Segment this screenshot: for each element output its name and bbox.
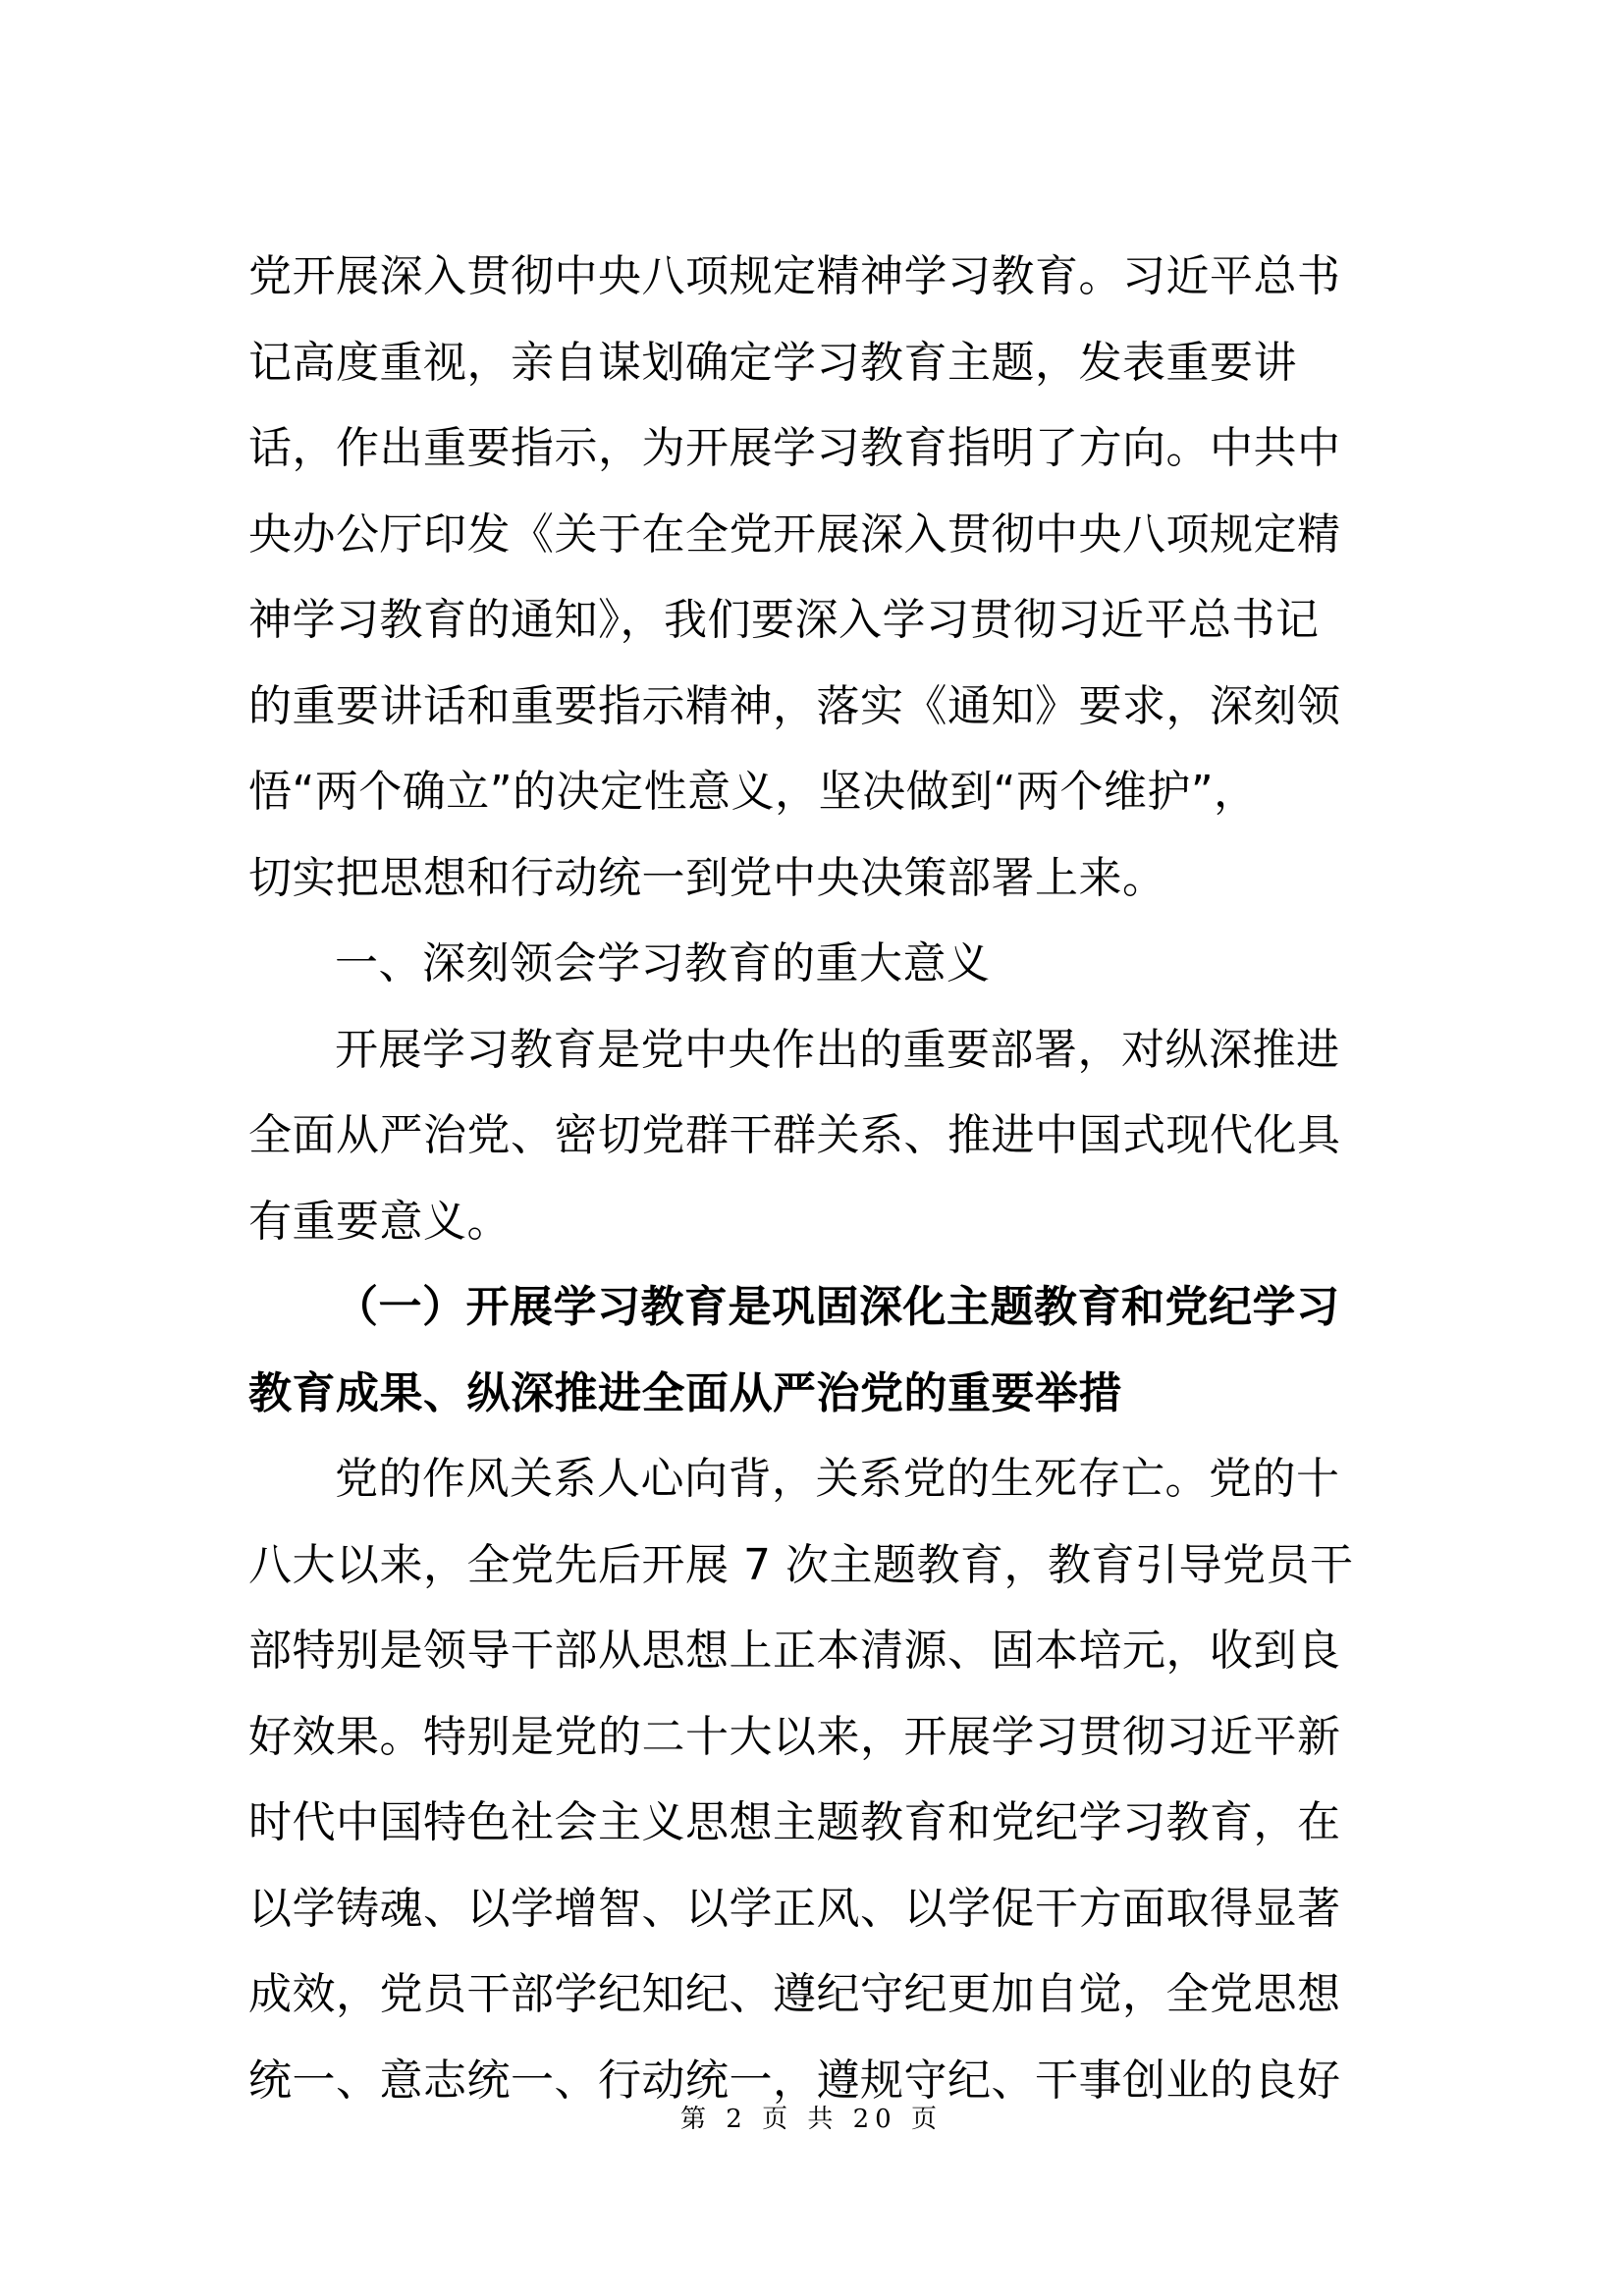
paragraph-line: 记高度重视，亲自谋划确定学习教育主题，发表重要讲 bbox=[248, 337, 1297, 388]
paragraph-line: 党开展深入贯彻中央八项规定精神学习教育。习近平总书 bbox=[248, 251, 1341, 301]
paragraph-line: 党的作风关系人心向背，关系党的生死存亡。党的十 bbox=[335, 1454, 1340, 1504]
paragraph-line: 有重要意义。 bbox=[248, 1196, 511, 1247]
paragraph-line: 八大以来，全党先后开展 7 次主题教育，教育引导党员干 bbox=[248, 1539, 1354, 1590]
paragraph-line: 以学铸魂、以学增智、以学正风、以学促干方面取得显著 bbox=[248, 1883, 1341, 1934]
paragraph-line: 全面从严治党、密切党群干群关系、推进中国式现代化具 bbox=[248, 1110, 1341, 1160]
paragraph-line: 时代中国特色社会主义思想主题教育和党纪学习教育，在 bbox=[248, 1797, 1341, 1847]
subsection-heading: （一）开展学习教育是巩固深化主题教育和党纪学习 bbox=[335, 1282, 1340, 1332]
paragraph-line: 切实把思想和行动统一到党中央决策部署上来。 bbox=[248, 852, 1166, 903]
paragraph-line: 话，作出重要指示，为开展学习教育指明了方向。中共中 bbox=[248, 423, 1341, 473]
paragraph-line: 好效果。特别是党的二十大以来，开展学习贯彻习近平新 bbox=[248, 1711, 1341, 1762]
subsection-heading: 教育成果、纵深推进全面从严治党的重要举措 bbox=[248, 1367, 1122, 1418]
paragraph-line: 神学习教育的通知》，我们要深入学习贯彻习近平总书记 bbox=[248, 595, 1320, 645]
paragraph-line: 悟“两个确立”的决定性意义，坚决做到“两个维护”， bbox=[248, 767, 1258, 817]
section-heading: 一、深刻领会学习教育的重大意义 bbox=[335, 938, 991, 988]
page-footer: 第 2 页 共 20 页 bbox=[680, 2105, 943, 2134]
paragraph-line: 央办公厅印发《关于在全党开展深入贯彻中央八项规定精 bbox=[248, 508, 1341, 560]
paragraph-line: 统一、意志统一、行动统一，遵规守纪、干事创业的良好 bbox=[248, 2055, 1341, 2106]
paragraph-line: 成效，党员干部学纪知纪、遵纪守纪更加自觉，全党思想 bbox=[248, 1969, 1341, 2019]
document-body bbox=[248, 234, 1354, 2123]
paragraph-line: 部特别是领导干部从思想上正本清源、固本培元，收到良 bbox=[248, 1626, 1341, 1676]
paragraph-line: 的重要讲话和重要指示精神，落实《通知》要求，深刻领 bbox=[248, 680, 1341, 731]
paragraph-line: 开展学习教育是党中央作出的重要部署，对纵深推进 bbox=[335, 1024, 1340, 1075]
